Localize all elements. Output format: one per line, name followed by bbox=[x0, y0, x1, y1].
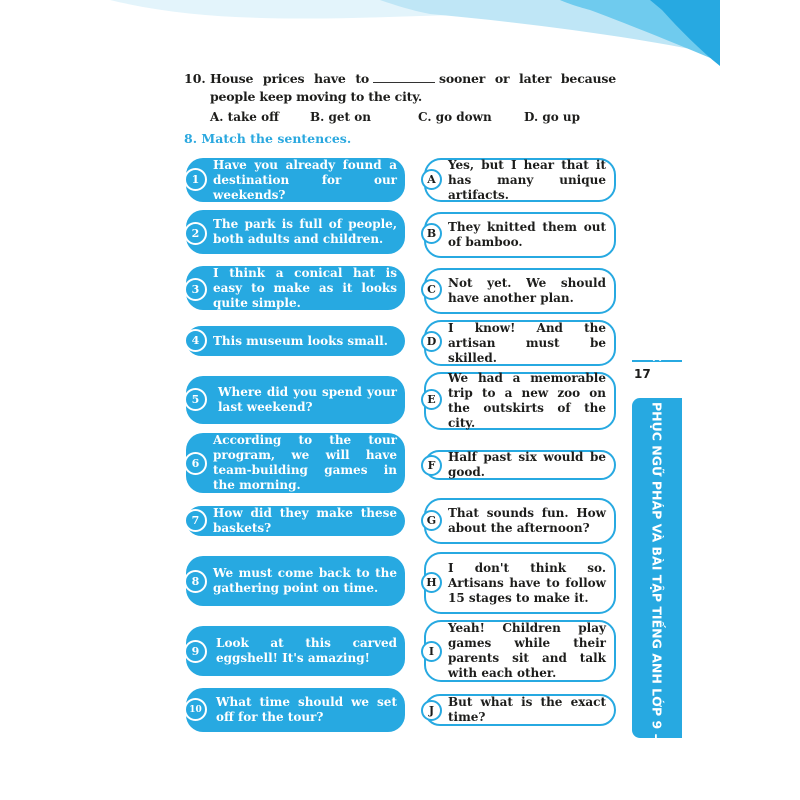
left-number-9: 9 bbox=[184, 640, 207, 663]
page-number: 17 bbox=[634, 367, 651, 381]
left-number-6: 6 bbox=[184, 452, 207, 475]
left-sentence-10: What time should we set off for the tour? bbox=[186, 688, 405, 732]
left-sentence-9: Look at this carved eggshell! It's amazing! bbox=[186, 626, 405, 676]
right-letter-f: F bbox=[421, 455, 442, 476]
right-letter-d: D bbox=[421, 331, 442, 352]
left-sentence-5: Where did you spend your last weekend? bbox=[186, 376, 405, 424]
left-sentence-1: Have you already found a destination for our weekends? bbox=[186, 158, 405, 202]
right-response-g: That sounds fun. How about the afternoon? bbox=[424, 498, 616, 544]
right-letter-g: G bbox=[421, 510, 442, 531]
left-sentence-2: The park is full of people, both adults and children. bbox=[186, 210, 405, 254]
left-number-8: 8 bbox=[184, 570, 207, 593]
left-sentence-7: How did they make these baskets? bbox=[186, 506, 405, 536]
left-number-3: 3 bbox=[184, 278, 207, 301]
left-number-5: 5 bbox=[184, 388, 207, 411]
right-letter-b: B bbox=[421, 223, 442, 244]
right-response-d: I know! And the artisan must be skilled. bbox=[424, 320, 616, 366]
right-response-h: I don't think so. Artisans have to follow 15 stages to make it. bbox=[424, 552, 616, 614]
question-text-before: House prices have to bbox=[210, 71, 370, 86]
right-letter-h: H bbox=[421, 572, 442, 593]
right-letter-j: J bbox=[421, 700, 442, 721]
right-response-a: Yes, but I hear that it has many unique artifacts. bbox=[424, 158, 616, 202]
right-response-b: They knitted them out of bamboo. bbox=[424, 212, 616, 258]
question-number: 10. bbox=[184, 71, 206, 86]
right-letter-a: A bbox=[421, 169, 442, 190]
left-sentence-6: According to the tour program, we will have team-building games in the morning. bbox=[186, 433, 405, 493]
right-response-c: Not yet. We should have another plan. bbox=[424, 268, 616, 314]
left-number-7: 7 bbox=[184, 509, 207, 532]
right-response-e: We had a memorable trip to a new zoo on the outskirts of the city. bbox=[424, 372, 616, 430]
right-letter-c: C bbox=[421, 279, 442, 300]
left-number-2: 2 bbox=[184, 222, 207, 245]
left-sentence-3: I think a conical hat is easy to make as it looks quite simple. bbox=[186, 266, 405, 310]
option-b[interactable]: B. get on bbox=[310, 110, 371, 124]
right-letter-i: I bbox=[421, 641, 442, 662]
right-letter-e: E bbox=[421, 389, 442, 410]
left-number-1: 1 bbox=[184, 168, 207, 191]
option-c[interactable]: C. go down bbox=[418, 110, 492, 124]
left-sentence-8: We must come back to the gathering point on time. bbox=[186, 556, 405, 606]
right-response-f: Half past six would be good. bbox=[424, 450, 616, 480]
section-title: 8. Match the sentences. bbox=[184, 131, 352, 146]
right-response-j: But what is the exact time? bbox=[424, 694, 616, 726]
question-stem bbox=[210, 70, 616, 106]
question-10 bbox=[184, 70, 616, 124]
header-wave-decoration bbox=[0, 0, 800, 70]
left-number-4: 4 bbox=[184, 329, 207, 352]
option-a[interactable]: A. take off bbox=[210, 110, 279, 124]
left-sentence-4: This museum looks small. bbox=[186, 326, 405, 356]
right-response-i: Yeah! Children play games while their parents sit and talk with each other. bbox=[424, 620, 616, 682]
question-text-after: sooner or later because people keep moving to the city. bbox=[210, 71, 616, 104]
left-number-10: 10 bbox=[184, 698, 207, 721]
option-d[interactable]: D. go up bbox=[524, 110, 581, 124]
answer-blank[interactable] bbox=[373, 72, 435, 83]
book-title-vertical: CHINH PHỤC NGỮ PHÁP VÀ BÀI TẬP TIẾNG ANH LỚP 9 - TẬP 1 bbox=[649, 352, 665, 784]
